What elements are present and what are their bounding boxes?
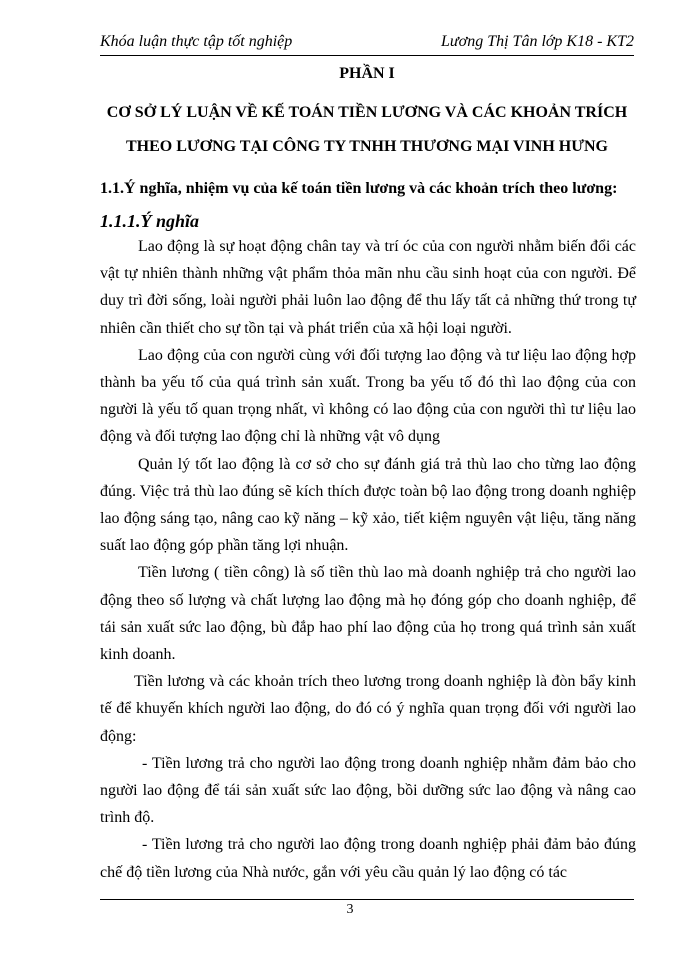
paragraph: Quản lý tốt lao động là cơ sở cho sự đánh giá trả thù lao cho từng lao động đúng. Việc trả thù lao đúng sẽ kích thích được toàn bộ lao động trong doanh nghiệp lao động sáng tạo, nâng cao kỹ năng – kỹ xảo, tiết kiệm nguyên vật liệu, tăng năng suất lao động góp phần tăng lợi nhuận. [100,455,636,555]
paragraph: Tiền lương ( tiền công) là số tiền thù lao mà doanh nghiệp trả cho người lao động theo số lượng và chất lượng lao động mà họ đóng góp cho doanh nghiệp, để tái sản xuất sức lao động, bù đắp hao phí lao động của họ trong quá trình sản xuất kinh doanh. [100,564,636,664]
paragraph-bullet: - Tiền lương trả cho người lao động trong doanh nghiệp nhằm đảm bảo cho người lao động để tái sản xuất sức lao động, bồi dưỡng sức lao động và nâng cao trình độ. [100,754,636,827]
page-number: 3 [346,902,354,917]
paragraph-bullet: - Tiền lương trả cho người lao động trong doanh nghiệp phải đảm bảo đúng chế độ tiền lương của Nhà nước, gắn với yêu cầu quản lý lao động có tác [100,836,636,881]
main-title-line-1: CƠ SỞ LÝ LUẬN VỀ KẾ TOÁN TIỀN LƯƠNG VÀ CÁC KHOẢN TRÍCH [106,104,628,121]
paragraph: Lao động của con người cùng với đối tượng lao động và tư liệu lao động hợp thành ba yếu tố của quá trình sản xuất. Trong ba yếu tố đó thì lao động của con người là yếu tố quan trọng nhất, vì không có lao động của con người thì tư liệu lao động và đối tượng lao động chỉ là những vật vô dụng [100,346,636,446]
header-right-text: Lương Thị Tân lớp K18 - KT2 [441,33,634,50]
body-text [100,233,636,886]
main-title [100,96,634,164]
paragraph: Lao động là sự hoạt động chân tay và trí óc của con người nhằm biến đổi các vật tự nhiên thành những vật phẩm thỏa mãn nhu cầu sinh hoạt của con người. Để duy trì đời sống, loài người phải luôn lao động để thu lấy tất cả những thứ trong tự nhiên cần thiết cho sự tồn tại và phát triển của xã hội loại người. [100,238,636,337]
main-title-line-2: THEO LƯƠNG TẠI CÔNG TY TNHH THƯƠNG MẠI VINH HƯNG [126,138,608,155]
part-title: PHẦN I [339,65,395,82]
footer-divider [100,899,634,900]
section-heading: 1.1.Ý nghĩa, nhiệm vụ của kế toán tiền lương và các khoản trích theo lương: [100,180,618,197]
header-left-text: Khóa luận thực tập tốt nghiệp [100,33,293,50]
page-header [100,33,634,56]
paragraph: Tiền lương và các khoản trích theo lương trong doanh nghiệp là đòn bẩy kinh tế để khuyến khích người lao động, do đó có ý nghĩa quan trọng đối với người lao động: [100,673,636,745]
subsection-heading: 1.1.1.Ý nghĩa [100,211,200,231]
